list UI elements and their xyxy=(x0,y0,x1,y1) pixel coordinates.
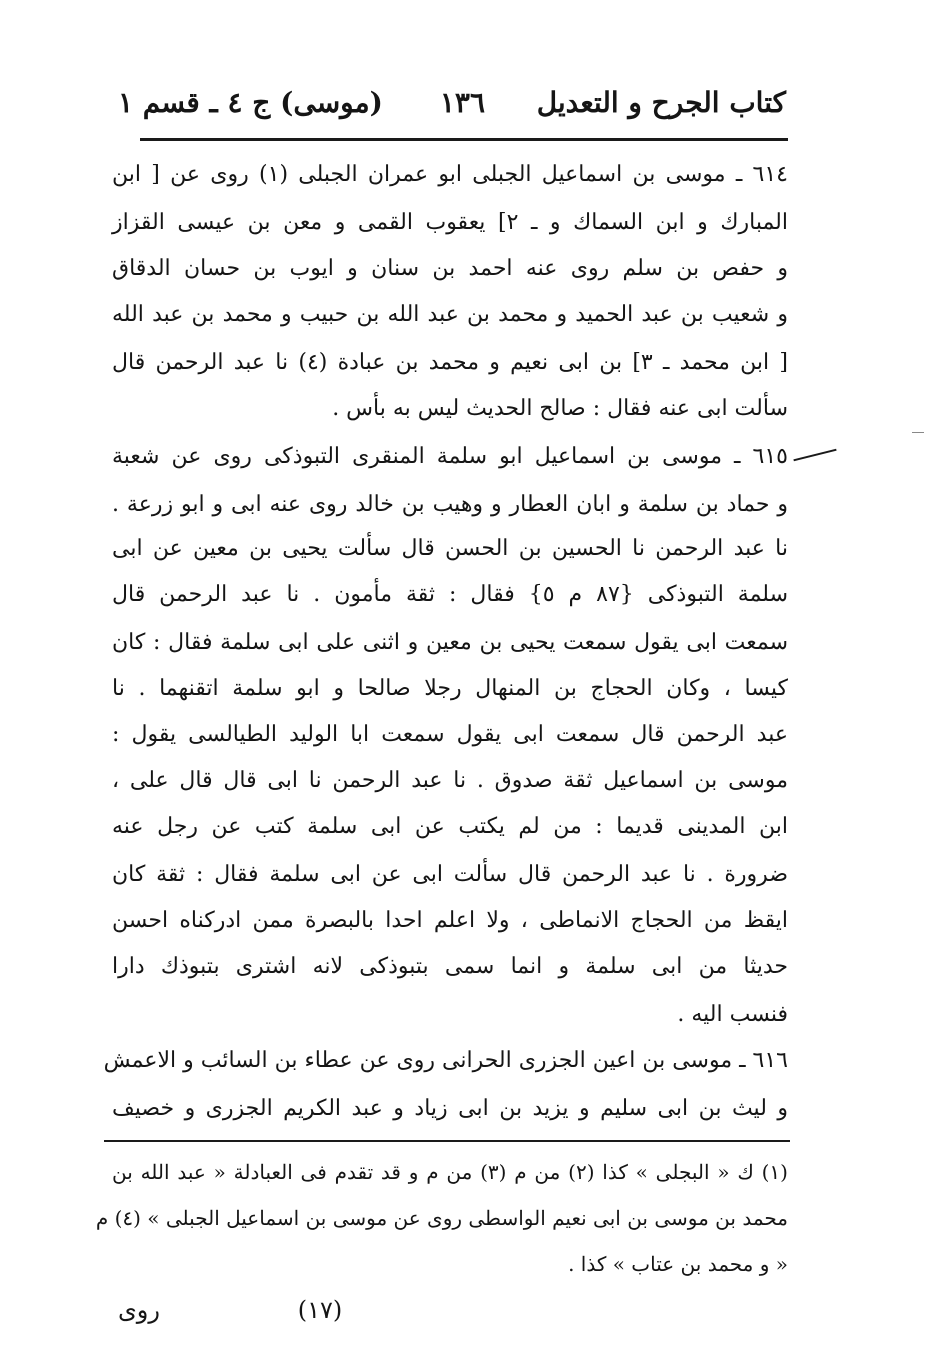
entry-615-line: سلمة التبوذكى {٨٧ م ٥} فقال : ثقة مأمون . نا عبد الرحمن قال xyxy=(112,582,789,607)
entry-614-line: و حفص بن سلم روى عنه احمد بن سنان و ايوب بن حسان الدقاق xyxy=(112,256,788,281)
entry-615-line: سمعت ابى يقول سمعت يحيى بن معين و اثنى على ابى سلمة فقال : كان xyxy=(112,630,788,655)
catchword: روى xyxy=(118,1296,160,1324)
footnote-rule xyxy=(104,1140,790,1142)
volume-section: (موسى) ج ٤ ـ قسم ١ xyxy=(118,86,383,119)
entry-614-line: سألت ابى عنه فقال : صالح الحديث ليس به بأس . xyxy=(332,396,788,421)
margin-mark xyxy=(793,449,836,462)
entry-616-line: ٦١٦ ـ موسى بن اعين الجزرى الحرانى روى عن عطاء بن السائب و الاعمش xyxy=(103,1048,788,1073)
entry-615-line: عبد الرحمن قال سمعت ابى يقول سمعت ابا الوليد الطيالسى يقول : xyxy=(112,722,788,747)
entry-614-line: المبارك و ابن السماك و ـ ٢] يعقوب القمى و معن بن عيسى القزاز xyxy=(112,210,788,235)
entry-615-line: فنسب اليه . xyxy=(677,1002,788,1027)
running-header xyxy=(110,82,790,130)
entry-615-line: حديثا من ابى سلمة و انما سمى بتبوذكى لانه اشترى بتبوذك دارا xyxy=(112,954,788,979)
book-title: كتاب الجرح و التعديل xyxy=(536,86,786,119)
margin-dash xyxy=(912,432,924,433)
header-rule xyxy=(140,138,788,141)
page-number: ١٣٦ xyxy=(439,86,485,119)
footnote-line: محمد بن موسى بن ابى نعيم الواسطى روى عن موسى بن اسماعيل الجبلى » (٤) م xyxy=(95,1206,788,1230)
entry-614-line: [ ابن محمد ـ ٣] بن ابى نعيم و محمد بن عبادة (٤) نا عبد الرحمن قال xyxy=(112,350,788,375)
entry-615-line: موسى بن اسماعيل ثقة صدوق . نا عبد الرحمن نا ابى قال قال على ، xyxy=(112,768,788,793)
entry-615-line: و حماد بن سلمة و ابان العطار و وهيب بن خالد روى عنه ابى و ابو زرعة . xyxy=(112,492,788,517)
entry-614-line: و شعيب بن عبد الحميد و محمد بن عبد الله بن حبيب و محمد بن عبد الله xyxy=(112,302,788,327)
entry-615-line: نا عبد الرحمن نا الحسين بن الحسن قال سألت يحيى بن معين عن ابى xyxy=(112,536,788,561)
footnote-line: (١) ك « البجلى » كذا (٢) من م (٣) من م و قد تقدم فى العبادلة « عبد الله بن xyxy=(112,1160,788,1184)
entry-615-line: ايقظ من الحجاج الانماطى ، ولا اعلم احدا بالبصرة ممن ادركناه احسن xyxy=(112,908,788,933)
entry-615-line: ضرورة . نا عبد الرحمن قال سألت ابى عن ابى سلمة فقال : ثقة كان xyxy=(112,862,788,887)
entry-615-line: كيسا ، وكان الحجاج بن المنهال رجلا صالحا و ابو سلمة اتقنهما . نا xyxy=(112,676,788,701)
entry-615-line: ٦١٥ ـ موسى بن اسماعيل ابو سلمة المنقرى التبوذكى روى عن شعبة xyxy=(112,444,788,469)
entry-615-line: ابن المدينى قديما : من لم يكتب عن ابى سلمة كتب عن رجل عنه xyxy=(112,814,788,839)
footnote-line: « و محمد بن عتاب » كذا . xyxy=(568,1252,788,1276)
entry-616-line: و ليث بن ابى سليم و يزيد بن ابى زياد و عبد الكريم الجزرى و خصيف xyxy=(112,1096,788,1121)
signature-number: (١٧) xyxy=(297,1296,343,1324)
entry-614-line: ٦١٤ ـ موسى بن اسماعيل الجبلى ابو عمران الجبلى (١) روى عن [ ابن xyxy=(112,162,788,187)
